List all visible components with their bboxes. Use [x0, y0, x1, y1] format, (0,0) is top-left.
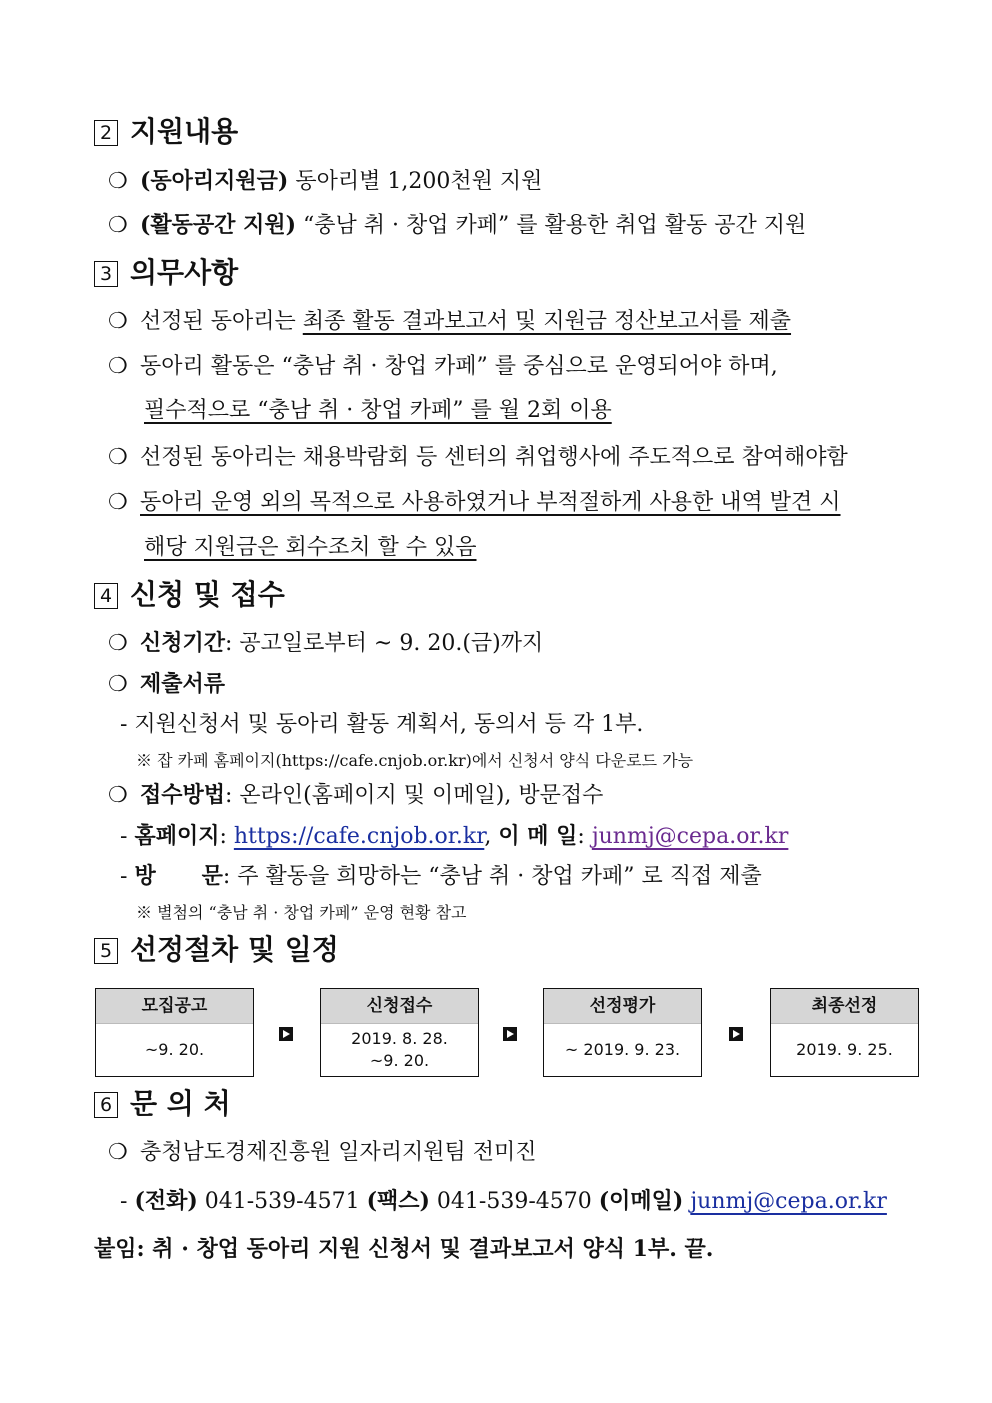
homepage-link[interactable]: https://cafe.cnjob.or.kr: [233, 824, 485, 849]
section-number-box: 5: [94, 938, 118, 964]
arrow-right-icon: [503, 1027, 517, 1041]
section-title: 지원내용: [130, 115, 239, 148]
section-title: 의무사항: [130, 256, 239, 289]
bullet-report-duty: ❍ 선정된 동아리는 최종 활동 결과보고서 및 지원금 정산보고서를 제출: [108, 307, 791, 337]
arrow-right-icon: [279, 1027, 293, 1041]
section-number-box: 6: [94, 1092, 118, 1118]
bullet-icon: ❍: [108, 783, 128, 808]
section-5-heading: [94, 932, 339, 968]
bullet-icon: ❍: [108, 1140, 128, 1165]
bullet-icon: ❍: [108, 354, 128, 379]
email-link[interactable]: junmj@cepa.or.kr: [591, 824, 789, 849]
bullet-icon: ❍: [108, 445, 128, 470]
bullet-club-fund: ❍ (동아리지원금) 동아리별 1,200천원 지원: [108, 166, 542, 197]
documents-note: ※ 잡 카페 홈페이지(https://cafe.cnjob.or.kr)에서 신청서 양식 다운로드 가능: [136, 751, 694, 770]
bullet-documents: ❍ 제출서류: [108, 669, 225, 700]
contact-line: - (전화) 041-539-4571 (팩스) 041-539-4570 (이메일) junmj@cepa.or.kr: [120, 1188, 887, 1214]
phone-number: 041-539-4571: [197, 1189, 367, 1214]
bullet-apply-period: ❍ 신청기간: 공고일로부터 ~ 9. 20.(금)까지: [108, 628, 543, 659]
section-2-heading: [94, 114, 238, 150]
step-title: 신청접수: [321, 989, 478, 1024]
bullet-icon: ❍: [108, 169, 128, 194]
section-6-heading: [94, 1086, 231, 1122]
section-number-box: 4: [94, 583, 118, 609]
fax-number: 041-539-4570: [429, 1189, 599, 1214]
step-box-final: [770, 988, 919, 1077]
section-title: 문 의 처: [130, 1087, 231, 1120]
bullet-activity-space: ❍ (활동공간 지원) “충남 취 · 창업 카페” 를 활용한 취업 활동 공간 지원: [108, 210, 806, 241]
step-box-evaluation: [543, 988, 702, 1077]
cafe-usage-line: 필수적으로 “충남 취 · 창업 카페” 를 월 2회 이용: [144, 398, 612, 423]
section-title: 신청 및 접수: [130, 578, 285, 611]
bullet-method: ❍ 접수방법: 온라인(홈페이지 및 이메일), 방문접수: [108, 780, 603, 811]
step-date: 2019. 9. 25.: [796, 1039, 893, 1059]
bullet-contact-org: ❍ 충청남도경제진흥원 일자리지원팀 전미진: [108, 1138, 537, 1168]
section-number-box: 2: [94, 120, 118, 146]
bullet-icon: ❍: [108, 309, 128, 334]
step-box-recruit: [95, 988, 254, 1077]
documents-item: - 지원신청서 및 동아리 활동 계획서, 동의서 등 각 1부.: [120, 712, 644, 737]
bullet-misuse: ❍ 동아리 운영 외의 목적으로 사용하였거나 부적절하게 사용한 내역 발견 시: [108, 488, 841, 518]
step-title: 모집공고: [96, 989, 253, 1024]
misuse-line-2: 해당 지원금은 회수조치 할 수 있음: [144, 535, 477, 560]
homepage-email-line: - 홈페이지: https://cafe.cnjob.or.kr, 이 메 일: junmj@cepa.or.kr: [120, 823, 789, 849]
step-date: ~9. 20.: [144, 1039, 205, 1059]
step-title: 선정평가: [544, 989, 701, 1024]
bullet-icon: ❍: [108, 672, 128, 697]
section-number-box: 3: [94, 261, 118, 287]
visit-note: ※ 별첨의 “충남 취 · 창업 카페” 운영 현황 참고: [136, 903, 467, 922]
attachment-note: 붙임: 취 · 창업 동아리 지원 신청서 및 결과보고서 양식 1부. 끝.: [94, 1236, 714, 1262]
contact-email-link[interactable]: junmj@cepa.or.kr: [690, 1189, 887, 1214]
step-date: 2019. 8. 28.: [351, 1028, 448, 1048]
bullet-icon: ❍: [108, 213, 128, 238]
arrow-right-icon: [729, 1027, 743, 1041]
visit-line: - 방 문: 주 활동을 희망하는 “충남 취 · 창업 카페” 로 직접 제출: [120, 863, 762, 889]
section-4-heading: [94, 577, 285, 613]
section-3-heading: [94, 255, 238, 291]
bullet-event-participation: ❍ 선정된 동아리는 채용박람회 등 센터의 취업행사에 주도적으로 참여해야함: [108, 443, 848, 473]
bullet-icon: ❍: [108, 490, 128, 515]
step-title: 최종선정: [771, 989, 918, 1024]
step-box-application: 신청접수 2019. 8. 28. ~9. 20.: [320, 988, 479, 1077]
section-title: 선정절차 및 일정: [130, 933, 339, 966]
bullet-icon: ❍: [108, 631, 128, 656]
bullet-cafe-operation: ❍ 동아리 활동은 “충남 취 · 창업 카페” 를 중심으로 운영되어야 하며,: [108, 352, 778, 382]
step-date: ~ 2019. 9. 23.: [564, 1039, 681, 1059]
